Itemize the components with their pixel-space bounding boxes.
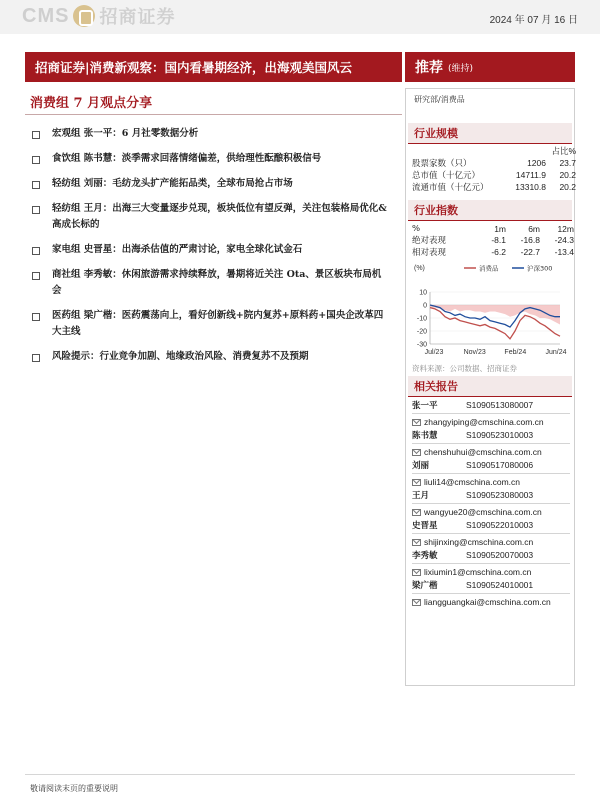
table-row: 总市值（十亿元） 14711.9 20.2 bbox=[412, 170, 576, 181]
key-point: 商社组 李秀敏：休闲旅游需求持续释放，暑期将近关注 Ota、景区板块布局机会 bbox=[30, 267, 390, 299]
analyst-id: S1090517080006 bbox=[466, 460, 534, 471]
analyst-name: 李秀敏 bbox=[412, 551, 438, 562]
mail-icon bbox=[412, 419, 421, 426]
analyst-name: 史晋星 bbox=[412, 521, 438, 532]
analyst-name: 王月 bbox=[412, 491, 430, 502]
divider bbox=[412, 533, 570, 534]
analyst-entry bbox=[412, 579, 572, 609]
analyst-email[interactable]: liangguangkai@cmschina.com.cn bbox=[424, 597, 551, 608]
analyst-list bbox=[412, 399, 572, 609]
key-point: 宏观组 张一平：6 月社零数据分析 bbox=[30, 126, 390, 142]
rating-note: (维持) bbox=[448, 63, 474, 74]
report-title: 招商证券|消费新观察：国内看暑期经济，出海观美国风云 bbox=[35, 60, 353, 75]
key-point: 轻纺组 王月：出海三大变量逐步兑现，板块低位有望反弹，关注包装格局优化&高成长标的 bbox=[30, 201, 390, 233]
analyst-email[interactable]: wangyue20@cmschina.com.cn bbox=[424, 507, 542, 518]
bullet-square-icon bbox=[32, 354, 40, 362]
chart-legend bbox=[464, 264, 552, 273]
analyst-email[interactable]: liuli14@cmschina.com.cn bbox=[424, 477, 521, 488]
mail-icon bbox=[412, 539, 421, 546]
bullet-square-icon bbox=[32, 181, 40, 189]
analyst-entry bbox=[412, 549, 572, 579]
legend-label: 沪深300 bbox=[527, 264, 553, 273]
divider bbox=[412, 473, 570, 474]
bullet-square-icon bbox=[32, 247, 40, 255]
data-source-note: 资料来源：公司数据、招商证券 bbox=[412, 364, 517, 373]
y-tick-label: -30 bbox=[416, 341, 427, 349]
logo-text-cn: 招商证券 bbox=[99, 7, 176, 28]
analyst-id: S1090522010003 bbox=[466, 520, 534, 531]
divider bbox=[412, 443, 570, 444]
table-header-row bbox=[412, 145, 576, 157]
logo-text-en: CMS bbox=[22, 4, 70, 27]
analyst-entry bbox=[412, 429, 572, 459]
legend-label: 消费品 bbox=[479, 264, 499, 273]
analyst-id: S1090524010001 bbox=[466, 580, 534, 591]
related-reports-heading: 相关报告 bbox=[408, 376, 572, 396]
analyst-name: 张一平 bbox=[412, 401, 438, 412]
key-points-list bbox=[30, 126, 390, 374]
analyst-id: S1090520070003 bbox=[466, 550, 534, 561]
heading-underline bbox=[408, 220, 572, 221]
divider bbox=[412, 503, 570, 504]
subtitle-divider bbox=[25, 114, 402, 115]
table-row: 流通市值（十亿元） 13310.8 20.2 bbox=[412, 182, 576, 193]
footer-disclaimer: 敬请阅读末页的重要说明 bbox=[30, 784, 118, 793]
report-title-bar bbox=[25, 52, 402, 82]
divider bbox=[412, 563, 570, 564]
mail-icon bbox=[412, 479, 421, 486]
analyst-id: S1090523010003 bbox=[466, 430, 534, 441]
bullet-square-icon bbox=[32, 156, 40, 164]
industry-index-table bbox=[412, 223, 574, 258]
key-point: 家电组 史晋星：出海杀估值的严肃讨论，家电全球化试金石 bbox=[30, 242, 390, 258]
bullet-square-icon bbox=[32, 313, 40, 321]
chart-series bbox=[430, 305, 560, 339]
x-tick-label: Jun/24 bbox=[545, 349, 567, 356]
mail-icon bbox=[412, 449, 421, 456]
analyst-email[interactable]: shijinxing@cmschina.com.cn bbox=[424, 537, 534, 548]
table-row: 股票家数（只） 1206 23.7 bbox=[412, 158, 576, 169]
bullet-square-icon bbox=[32, 272, 40, 280]
divider bbox=[412, 593, 570, 594]
analyst-id: S1090513080007 bbox=[466, 400, 534, 411]
analyst-id: S1090523080003 bbox=[466, 490, 534, 501]
pct-header: 占比% bbox=[551, 146, 576, 156]
bullet-square-icon bbox=[32, 206, 40, 214]
x-tick-label: Nov/23 bbox=[463, 349, 486, 356]
chart-ticks bbox=[417, 290, 567, 357]
mail-icon bbox=[412, 599, 421, 606]
mail-icon bbox=[412, 569, 421, 576]
industry-scale-heading: 行业规模 bbox=[408, 123, 572, 143]
heading-underline bbox=[408, 396, 572, 397]
heading-underline bbox=[408, 143, 572, 144]
key-point: 食饮组 陈书慧：淡季需求回落情绪偏差，供给理性酝酿积极信号 bbox=[30, 151, 390, 167]
key-point: 医药组 梁广楷：医药震荡向上，看好创新线+院内复苏+原料药+国央企改革四大主线 bbox=[30, 308, 390, 340]
analyst-entry bbox=[412, 489, 572, 519]
analyst-email[interactable]: chenshuhui@cmschina.com.cn bbox=[424, 447, 542, 458]
x-tick-label: Feb/24 bbox=[504, 349, 527, 356]
analyst-name: 刘丽 bbox=[412, 461, 430, 472]
analyst-entry bbox=[412, 399, 572, 429]
industry-index-heading: 行业指数 bbox=[408, 200, 572, 220]
report-subtitle: 消费组 7 月观点分享 bbox=[30, 96, 153, 111]
analyst-name: 陈书慧 bbox=[412, 431, 438, 442]
rating-bar bbox=[405, 52, 575, 82]
industry-scale-table bbox=[412, 145, 576, 193]
y-tick-label: -10 bbox=[416, 315, 427, 323]
y-tick-label: 0 bbox=[423, 302, 427, 310]
key-point: 轻纺组 刘丽：毛纺龙头扩产能拓品类，全球布局抢占市场 bbox=[30, 176, 390, 192]
company-logo bbox=[22, 4, 175, 28]
table-header-row: % 1m 6m 12m bbox=[412, 223, 574, 234]
mail-icon bbox=[412, 509, 421, 516]
analyst-name: 梁广楷 bbox=[412, 581, 438, 592]
table-row: 相对表现 -6.2 -22.7 -13.4 bbox=[412, 247, 574, 258]
y-axis-label: (%) bbox=[414, 265, 425, 272]
key-point: 风险提示：行业竞争加剧、地缘政治风险、消费复苏不及预期 bbox=[30, 349, 390, 365]
bullet-square-icon bbox=[32, 131, 40, 139]
analyst-entry bbox=[412, 519, 572, 549]
industry-label: 研究部/消费品 bbox=[414, 95, 465, 104]
industry-index-chart bbox=[408, 262, 572, 360]
footer-divider bbox=[25, 774, 575, 775]
rating-label: 推荐 bbox=[415, 60, 443, 76]
analyst-email[interactable]: lixiumin1@cmschina.com.cn bbox=[424, 567, 532, 578]
analyst-email[interactable]: zhangyiping@cmschina.com.cn bbox=[424, 417, 544, 428]
analyst-entry bbox=[412, 459, 572, 489]
y-tick-label: -20 bbox=[416, 328, 427, 336]
y-tick-label: 10 bbox=[419, 289, 427, 297]
x-tick-label: Jul/23 bbox=[424, 349, 444, 356]
logo-mark-icon bbox=[73, 5, 95, 27]
divider bbox=[412, 413, 570, 414]
report-date: 2024 年 07 月 16 日 bbox=[489, 15, 578, 26]
table-row: 绝对表现 -8.1 -16.8 -24.3 bbox=[412, 235, 574, 246]
